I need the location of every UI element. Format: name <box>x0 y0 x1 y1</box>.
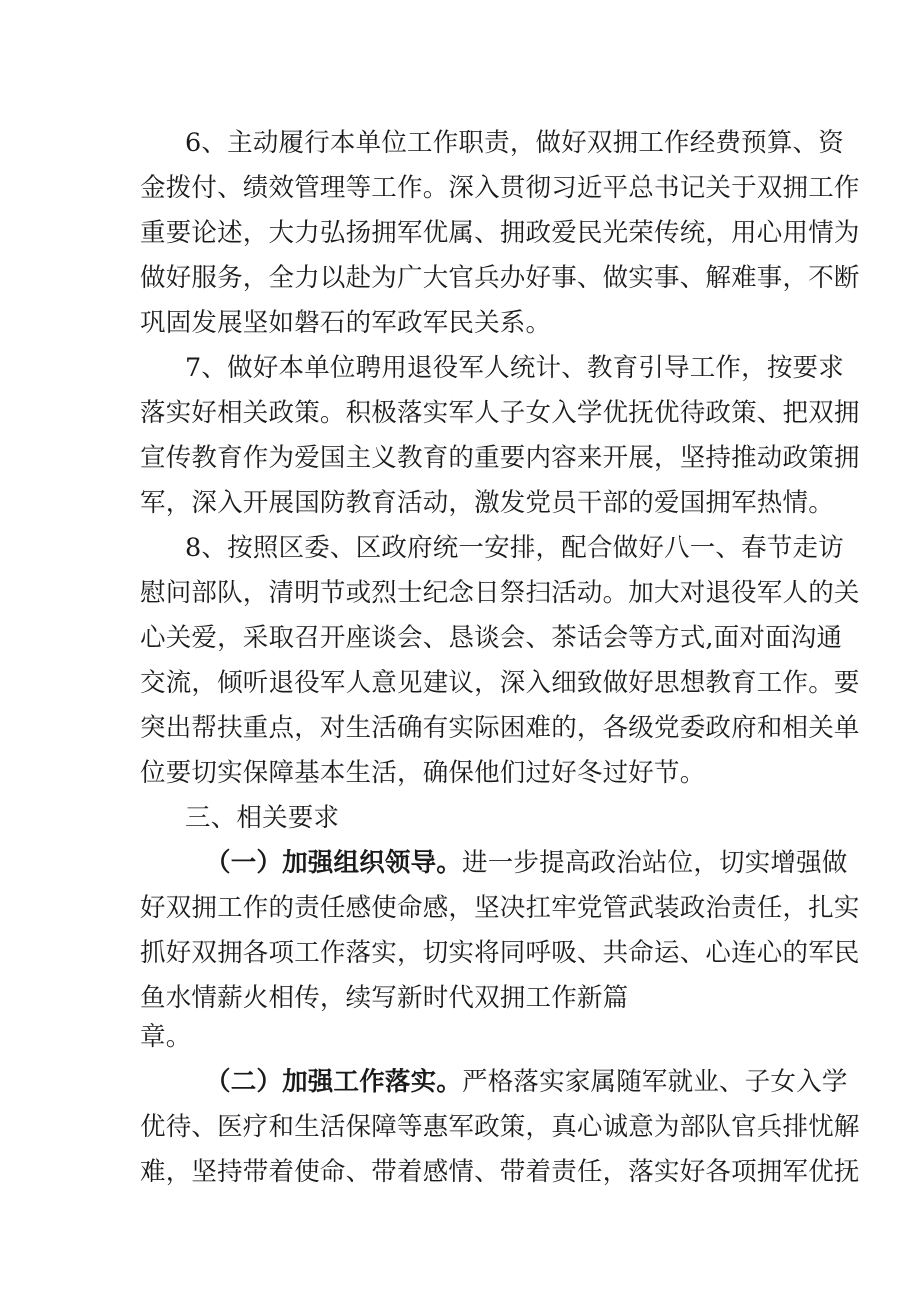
requirement-2-title: （二）加强工作落实。 <box>205 1067 463 1097</box>
paragraph-8-line-4: 交流，倾听退役军人意见建议，深入细致做好思想教育工作。要 <box>140 668 860 698</box>
paragraph-6-line-5: 巩固发展坚如磐石的军政军民关系。 <box>140 308 552 338</box>
requirement-1-first-line-text: 进一步提高政治站位，切实增强做 <box>462 848 848 878</box>
paragraph-7-line-2: 落实好相关政策。积极落实军人子女入学优抚优待政策、把双拥 <box>140 398 860 428</box>
paragraph-8-line-6: 位要切实保障基本生活，确保他们过好冬过好节。 <box>140 758 706 788</box>
requirement-2-first-line-text: 严格落实家属随军就业、子女入学 <box>462 1067 848 1097</box>
paragraph-7-line-3: 宣传教育作为爱国主义教育的重要内容来开展，坚持推动政策拥 <box>140 443 860 473</box>
requirement-1-line-2: 好双拥工作的责任感使命感，坚决扛牢党管武装政治责任，扎实 <box>140 893 860 923</box>
paragraph-8-line-5: 突出帮扶重点，对生活确有实际困难的，各级党委政府和相关单 <box>140 713 860 743</box>
requirement-2-line-1 <box>205 1067 848 1097</box>
paragraph-6-line-3: 重要论述，大力弘扬拥军优属、拥政爱民光荣传统，用心用情为 <box>140 218 860 248</box>
paragraph-6-line-2: 金拨付、绩效管理等工作。深入贯彻习近平总书记关于双拥工作 <box>140 173 860 203</box>
requirement-1-line-3: 抓好双拥各项工作落实，切实将同呼吸、共命运、心连心的军民 <box>140 938 860 968</box>
requirement-1-line-5: 章。 <box>140 1022 192 1052</box>
paragraph-6-line-1: 6、主动履行本单位工作职责，做好双拥工作经费预算、资 <box>185 128 844 158</box>
requirement-2-line-2: 优待、医疗和生活保障等惠军政策，真心诚意为部队官兵排忧解 <box>140 1112 860 1142</box>
requirement-1-line-4: 鱼水情薪火相传，续写新时代双拥工作新篇 <box>140 983 629 1013</box>
paragraph-8-line-3: 心关爱，采取召开座谈会、恳谈会、茶话会等方式,面对面沟通 <box>140 623 843 653</box>
requirement-2-line-3: 难，坚持带着使命、带着感情、带着责任，落实好各项拥军优抚 <box>140 1157 860 1187</box>
paragraph-8-line-2: 慰问部队，清明节或烈士纪念日祭扫活动。加大对退役军人的关 <box>140 578 860 608</box>
paragraph-8-line-1: 8、按照区委、区政府统一安排，配合做好八一、春节走访 <box>185 533 844 563</box>
paragraph-7-line-1: 7、做好本单位聘用退役军人统计、教育引导工作，按要求 <box>185 353 844 383</box>
section-heading: 三、相关要求 <box>185 803 340 833</box>
requirement-1-line-1 <box>205 848 848 878</box>
paragraph-6-line-4: 做好服务，全力以赴为广大官兵办好事、做实事、解难事，不断 <box>140 263 860 293</box>
requirement-1-title: （一）加强组织领导。 <box>205 848 463 878</box>
paragraph-7-line-4: 军，深入开展国防教育活动，激发党员干部的爱国拥军热情。 <box>140 488 834 518</box>
